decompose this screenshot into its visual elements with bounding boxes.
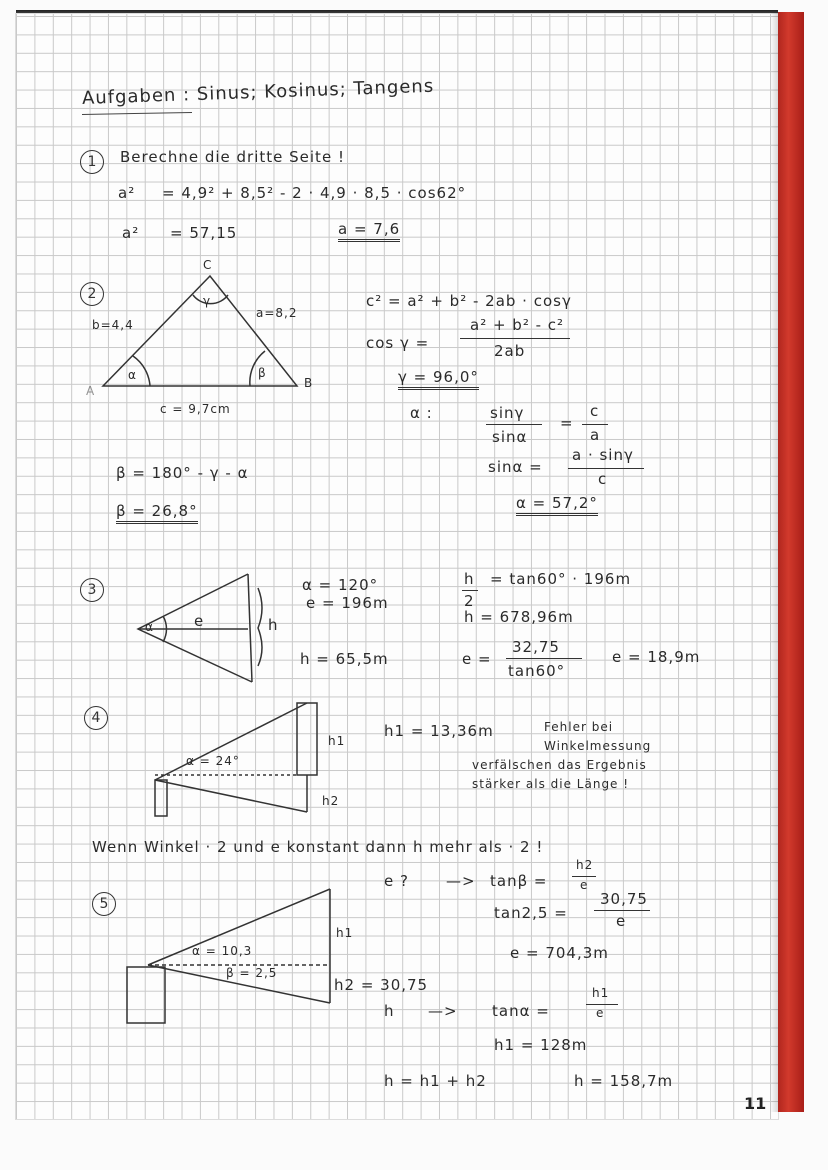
sine-law-num1: sinγ (490, 404, 525, 422)
angle-beta-label: β (258, 366, 267, 380)
page-number: 11 (744, 1094, 767, 1113)
task3-e-label: e (194, 612, 205, 630)
task5-alpha-label: α = 10,3 (192, 944, 253, 958)
task5-e-result: e = 704,3m (510, 944, 609, 962)
task4-alpha-label: α = 24° (186, 754, 240, 768)
task3-eq2: h = 678,96m (464, 608, 574, 626)
task1-line2-rhs: = 57,15 (170, 224, 238, 242)
alpha-result: α = 57,2° (516, 494, 598, 516)
task5-e-question: e ? (384, 872, 409, 890)
task3-eq3-den: tan60° (508, 662, 566, 680)
task5-h1-label: h1 (336, 926, 354, 940)
task4-result: h1 = 13,36m (384, 722, 494, 740)
page-title: Aufgaben : Sinus; Kosinus; Tangens (81, 75, 435, 109)
task5-tan25-lhs: tan2,5 = (494, 904, 568, 922)
cos-gamma-denominator: 2ab (494, 342, 526, 360)
alpha-heading: α : (410, 404, 433, 422)
task4-note-line4: stärker als die Länge ! (472, 777, 630, 791)
task5-tanbeta-lhs: tanβ = (490, 872, 548, 890)
side-c-label: c = 9,7cm (160, 402, 231, 416)
task5-tan25-den: e (616, 912, 627, 930)
vertex-c-label: C (203, 258, 213, 272)
gamma-result: γ = 96,0° (398, 368, 479, 390)
sine-law-den1: sinα (492, 428, 528, 446)
task1-result: a = 7,6 (338, 220, 400, 242)
task4-note-line3: verfälschen das Ergebnis (472, 758, 647, 772)
sine-law-num2: c (590, 402, 600, 420)
beta-formula: β = 180° - γ - α (116, 464, 249, 482)
task3-h-result: h = 65,5m (300, 650, 389, 668)
task3-eq3-result: e = 18,9m (612, 648, 701, 666)
task3-eq1-den: 2 (464, 592, 475, 610)
law-of-cosines: c² = a² + b² - 2ab · cosγ (366, 292, 572, 310)
sin-alpha-numerator: a · sinγ (572, 446, 634, 464)
task5-tanalpha-den: e (596, 1006, 605, 1020)
task3-number: 3 (80, 578, 104, 602)
task5-tan25-bar (594, 910, 650, 911)
task1-line2-lhs: a² (122, 224, 140, 242)
task4-note-line1: Fehler bei (544, 720, 614, 734)
task5-arrow1: —> (446, 872, 476, 890)
side-a-label: a=8,2 (256, 306, 298, 320)
angle-gamma-label: γ (203, 294, 212, 308)
task1-line1-rhs: = 4,9² + 8,5² - 2 · 4,9 · 8,5 · cos62° (162, 184, 467, 202)
task5-h-result: h = 158,7m (574, 1072, 674, 1090)
task3-eq1-num: h (464, 570, 475, 588)
task5-observer-building (127, 967, 165, 1023)
task1-number: 1 (80, 150, 104, 174)
task5-tanalpha-num: h1 (592, 986, 610, 1000)
task1-instruction: Berechne die dritte Seite ! (120, 148, 345, 166)
angle-alpha-label: α (128, 368, 137, 382)
task3-eq3-lhs: e = (462, 650, 492, 668)
task3-h-label: h (268, 616, 279, 634)
task5-tan25-num: 30,75 (600, 890, 648, 908)
task5-h2-label: h2 = 30,75 (334, 976, 429, 994)
task4-number: 4 (84, 706, 108, 730)
conclusion-text: Wenn Winkel · 2 und e konstant dann h mehr als · 2 ! (92, 838, 544, 856)
vertex-a-label: A (86, 384, 96, 398)
task4-h1-label: h1 (328, 734, 346, 748)
task3-given-alpha: α = 120° (302, 576, 379, 594)
task3-eq1-rhs: = tan60° · 196m (490, 570, 632, 588)
cos-gamma-numerator: a² + b² - c² (470, 316, 565, 334)
sin-alpha-denominator: c (598, 470, 608, 488)
task5-h1-result: h1 = 128m (494, 1036, 588, 1054)
task5-tanbeta-num: h2 (576, 858, 594, 872)
task4-note-line2: Winkelmessung (544, 739, 652, 753)
task1-line1-lhs: a² (118, 184, 136, 202)
sine-law-equals: = (560, 414, 574, 432)
side-b-label: b=4,4 (92, 318, 134, 332)
sine-law-den2: a (590, 426, 601, 444)
task5-h-label: h (384, 1002, 395, 1020)
cos-gamma-lhs: cos γ = (366, 334, 430, 352)
task2-number: 2 (80, 282, 104, 306)
task5-arrow2: —> (428, 1002, 458, 1020)
task3-alpha-label: α (145, 620, 154, 634)
beta-result: β = 26,8° (116, 502, 198, 524)
task5-tanalpha-bar (586, 1004, 618, 1005)
task3-eq3-num: 32,75 (512, 638, 560, 656)
task5-beta-label: β = 2,5 (226, 966, 278, 980)
task5-number: 5 (92, 892, 116, 916)
task5-h-sum: h = h1 + h2 (384, 1072, 487, 1090)
vertex-b-label: B (304, 376, 314, 390)
task4-h2-label: h2 (322, 794, 340, 808)
task5-tanalpha-lhs: tanα = (492, 1002, 550, 1020)
task3-given-e: e = 196m (306, 594, 389, 612)
task5-tanbeta-bar (572, 876, 596, 877)
sin-alpha-lhs: sinα = (488, 458, 543, 476)
task5-tanbeta-den: e (580, 878, 589, 892)
